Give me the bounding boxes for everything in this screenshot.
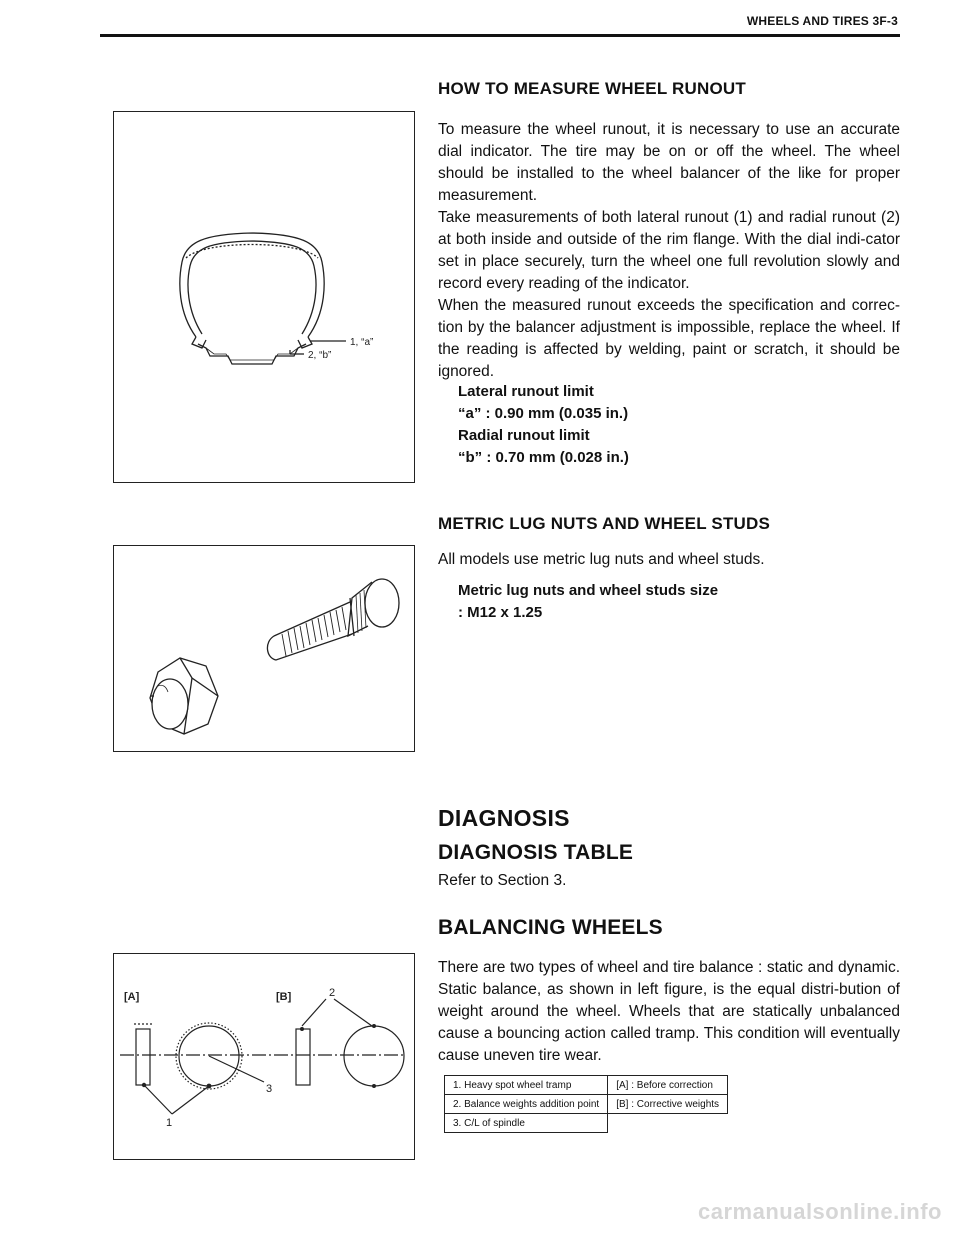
- runout-paragraph-3: When the measured runout exceeds the specification and correc-tion by the balancer adjustment is impossible, replace the wheel. If the reading is affected by welding, paint or scratch, it should be ignored.: [438, 297, 900, 380]
- spec-radial-label: Radial runout limit: [458, 427, 590, 444]
- diagnosis-table-text: Refer to Section 3.: [438, 872, 567, 889]
- figure-label-1: 1: [166, 1117, 173, 1129]
- figure-static-balance: [113, 953, 415, 1160]
- figure-label-3: 3: [266, 1083, 273, 1095]
- lugnuts-paragraph: All models use metric lug nuts and wheel studs.: [438, 551, 765, 568]
- lugnuts-spec: [458, 580, 718, 624]
- watermark: carmanualsonline.info: [698, 1199, 942, 1224]
- heading-wheel-runout: HOW TO MEASURE WHEEL RUNOUT: [438, 79, 746, 98]
- runout-spec: [458, 381, 629, 469]
- runout-body: [438, 119, 900, 383]
- figure-label-2: 2: [329, 987, 336, 999]
- figure-lug-nut-stud: [113, 545, 415, 752]
- balancing-legend-table: [444, 1075, 728, 1133]
- legend-cell: [B] : Corrective weights: [608, 1095, 728, 1114]
- spec-lugnut-label: Metric lug nuts and wheel studs size: [458, 582, 719, 599]
- balancing-paragraph: There are two types of wheel and tire balance : static and dynamic. Static balance, as shown in left figure, is the equal distri-bution of weight around the wheel. Wheels that are statically unbalanced cause a bouncing action called tramp. This condition will eventually cause uneven tire wear.: [438, 959, 900, 1064]
- legend-row: [445, 1114, 728, 1133]
- legend-cell: 1. Heavy spot wheel tramp: [445, 1076, 608, 1095]
- runout-paragraph-1: To measure the wheel runout, it is necessary to use an accurate dial indicator. The tire may be on or off the wheel. The wheel should be installed to the wheel balancer of the like for proper measurement.: [438, 121, 900, 204]
- spec-lateral-value: “a” : 0.90 mm (0.035 in.): [458, 405, 629, 422]
- tire-cross-section-drawing: [114, 112, 414, 482]
- legend-cell: 2. Balance weights addition point: [445, 1095, 608, 1114]
- lug-nut-stud-drawing: [114, 546, 414, 751]
- heading-diagnosis: DIAGNOSIS: [438, 805, 570, 831]
- figure-label-lateral: 1, “a”: [350, 337, 374, 348]
- page-header-title: WHEELS AND TIRES 3F-3: [746, 14, 898, 28]
- legend-row: [445, 1076, 728, 1095]
- legend-cell-empty: [608, 1114, 728, 1133]
- spec-radial-value: “b” : 0.70 mm (0.028 in.): [458, 449, 629, 466]
- legend-row: [445, 1095, 728, 1114]
- heading-diagnosis-table: DIAGNOSIS TABLE: [438, 841, 634, 864]
- figure-label-a: [A]: [124, 991, 140, 1003]
- static-balance-drawing: [114, 954, 414, 1159]
- figure-label-radial: 2, “b”: [308, 350, 332, 361]
- figure-tire-runout: [113, 111, 415, 483]
- header-rule: [100, 34, 900, 37]
- runout-paragraph-2: Take measurements of both lateral runout (1) and radial runout (2) at both inside and outside of the rim flange. With the dial indi-cator set in place securely, turn the wheel one full revolution slowly and record every reading of the indicator.: [438, 209, 900, 292]
- heading-lug-nuts: METRIC LUG NUTS AND WHEEL STUDS: [438, 514, 771, 533]
- spec-lugnut-value: : M12 x 1.25: [458, 604, 543, 621]
- spec-lateral-label: Lateral runout limit: [458, 383, 594, 400]
- legend-cell: 3. C/L of spindle: [445, 1114, 608, 1133]
- figure-label-b: [B]: [276, 991, 292, 1003]
- heading-balancing-wheels: BALANCING WHEELS: [438, 916, 663, 939]
- legend-cell: [A] : Before correction: [608, 1076, 728, 1095]
